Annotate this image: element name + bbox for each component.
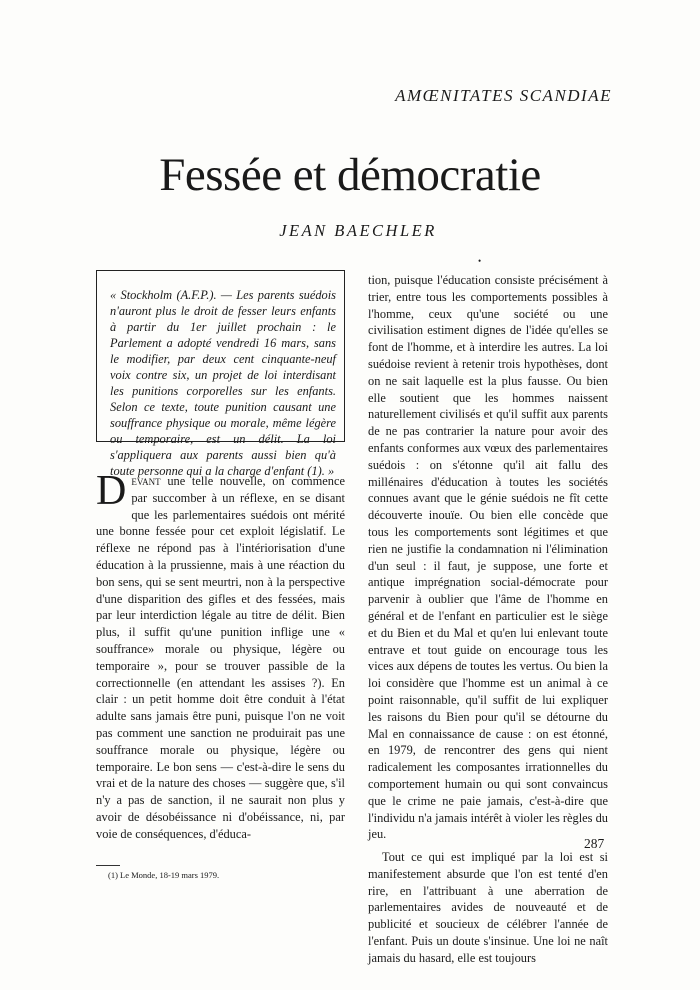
footnote-rule xyxy=(96,865,120,866)
footnote: (1) Le Monde, 18-19 mars 1979. xyxy=(108,869,220,880)
paragraph-1-start: une telle nouvelle, on commence par succomber à un réflexe, en se disant que les parlementaires suédois ont mérité une bonne fessée pour cet exploit législatif. Le réflexe ne répond pas à l'intériorisation d'une éducation à la prussienne, mais à une réaction du bon sens, qui se sent meurtri, non à la perspective d'une disparition des gifles et des fessées, mais par leur interdiction légale au titre de délit. Bien plus, il suffit qu'une punition inflige une « souffrance» morale ou physique, légère ou temporaire », pour se trouver passible de la correctionnelle (en attendant les assises ?). En clair : un petit homme doit être conduit à l'état adulte sans jamais être puni, puisque l'on ne voit pas comment une sanction ne produirait pas une souffrance morale ou physique, légère ou temporaire. Le bon sens — c'est-à-dire le sens du vrai et de la nature des choses — suggère que, s'il n'y a pas de sanction, il ne saurait non plus y avoir de désobéissance ni d'obéissance, ni, par voie de conséquences, d'éduca- xyxy=(96,474,345,841)
body-left-text xyxy=(96,468,345,843)
lead-word: evant xyxy=(131,474,161,488)
epigraph-quote-box xyxy=(96,270,345,478)
paragraph-2: Tout ce qui est impliqué par la loi est si manifestement absurde que l'on est tenté d'en rire, en l'attribuant à une aberration de parlementaires avides de nouveauté et de publicité et soucieux de célébrer l'année de l'enfant. Puis un doute s'insinue. Une loi ne naît jamais du hasard, elle est toujours xyxy=(368,850,608,965)
drop-cap: D xyxy=(96,468,127,514)
epigraph-quote-text: « Stockholm (A.F.P.). — Les parents suédois n'auront plus le droit de fesser leurs enfants à partir du 1er juillet prochain : le Parlement a adopté vendredi 16 mars, sans le modifier, par deux cent cinquante-neuf voix contre six, un projet de loi interdisant les punitions corporelles sur les enfants. Selon ce texte, toute punition causant une souffrance physique ou morale, même légère ou temporaire, est un délit. La loi s'appliquera aux parents aussi bien qu'à toute personne qui a la charge d'enfant (1). » xyxy=(110,288,336,478)
paragraph-1-continued: tion, puisque l'éducation consiste précisément à trier, entre tous les comportements possibles à l'homme, ceux qu'une société ou une civilisation estiment dignes de l'idée qu'elles se font de l'homme, et à interdire les autres. La loi suédoise revient à retenir trois hypothèses, dont on ne sait laquelle est la plus fausse. Ou bien elle soutient que les hommes naissent naturellement civilisés et qu'il suffit aux parents de ne pas contrarier la nature pour avoir des enfants conformes aux vœux des parlementaires suédois : on s'étonne qu'il ait fallu des millénaires d'éducation à toutes les sociétés connues avant que le génie suédois ne fît cette découverte inouïe. Ou bien elle concède que tous les comportements sont légitimes et que rien ne justifie la condamnation ni l'élimination d'un seul : il faut, je suppose, une forte et antique imprégnation social-démocrate pour parvenir à oublier que l'âme de l'homme en général et de l'enfant en particulier est le siège et du Bien et du Mal et qu'en lui enlevant toute entrave et tout guide on encourage tous les vices aux dépens de toutes les vertus. Ou bien la loi considère que l'homme est un animal à ce point raisonnable, qu'il suffit de lui expliquer les raisons du Bien pour qu'il se détourne du Mal en connaissance de cause : on est étonné, en 1979, de rencontrer des gens qui nient radicalement les composantes irrationnelles du comportement humain ou qui sont convaincus que le crime ne paie jamais, c'est-à-dire que l'individu n'a jamais intérêt à violer les règles du jeu. xyxy=(368,273,608,842)
article-author: JEAN BAECHLER xyxy=(279,221,437,240)
left-column xyxy=(96,270,345,880)
article-title: Fessée et démocratie xyxy=(159,149,541,201)
ornament-mark: • xyxy=(478,256,482,266)
right-column xyxy=(368,272,608,967)
section-header: AMŒNITATES SCANDIAE xyxy=(395,86,612,105)
page-number: 287 xyxy=(584,836,605,851)
